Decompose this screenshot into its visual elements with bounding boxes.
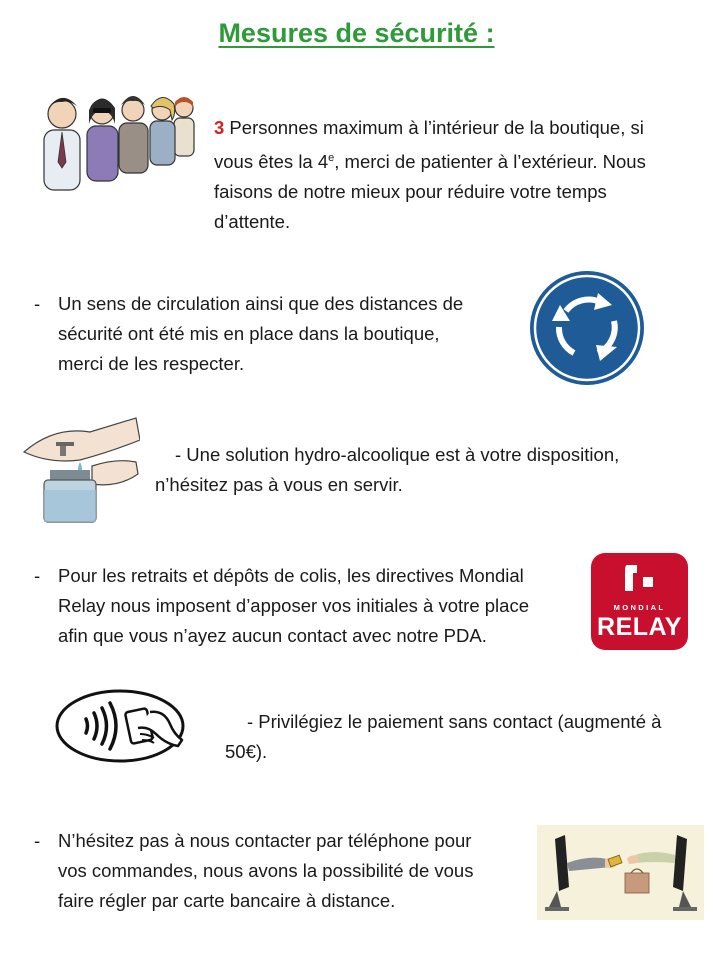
section1-text — [214, 113, 704, 237]
section4-bullet: - — [34, 565, 41, 586]
contactless-payment-icon — [54, 688, 188, 764]
section5-text — [225, 707, 705, 767]
section6-line2: vos commandes, nous avons la possibilité de vous — [58, 860, 474, 881]
section2-text — [58, 289, 498, 379]
section6-line1: N’hésitez pas à nous contacter par téléphone pour — [58, 830, 472, 851]
logo-small-text: MONDIAL — [613, 603, 666, 612]
section4-text — [58, 561, 568, 651]
section4-line2: Relay nous imposent d’apposer vos initiales à votre place — [58, 595, 529, 616]
mondial-relay-logo — [591, 553, 688, 650]
section3-line1: - Une solution hydro-alcoolique est à votre disposition, — [175, 444, 620, 465]
section4-line1: Pour les retraits et dépôts de colis, les directives Mondial — [58, 565, 524, 586]
section1-line2: vous êtes la 4e, merci de patienter à l’extérieur. Nous — [214, 151, 646, 173]
section3-line2: n’hésitez pas à vous en servir. — [155, 474, 403, 495]
roundabout-icon — [528, 269, 646, 387]
section5-line1: - Privilégiez le paiement sans contact (augmenté à — [247, 711, 662, 732]
highlight-number: 3 — [214, 117, 225, 138]
online-payment-illustration — [537, 825, 704, 920]
section1-line1: 3 Personnes maximum à l’intérieur de la boutique, si — [214, 117, 644, 138]
logo-big-text: RELAY — [597, 613, 682, 641]
section2-line3: merci de les respecter. — [58, 353, 245, 374]
section6-text — [58, 826, 528, 916]
person-5 — [174, 97, 194, 156]
section2-line1: Un sens de circulation ainsi que des distances de — [58, 293, 464, 314]
person-2 — [87, 98, 118, 181]
person-1 — [44, 98, 80, 190]
people-queue-illustration — [38, 88, 203, 193]
person-4 — [150, 97, 175, 165]
section1-line4: d’attente. — [214, 211, 291, 233]
section4-line3: afin que vous n’ayez aucun contact avec notre PDA. — [58, 625, 487, 646]
section2-line2: sécurité ont été mis en place dans la boutique, — [58, 323, 440, 344]
hand-sanitizer-illustration — [22, 410, 140, 525]
section6-bullet: - — [34, 830, 41, 851]
page-title: Mesures de sécurité : — [218, 18, 495, 48]
section6-line3: faire régler par carte bancaire à distance. — [58, 890, 396, 911]
section2-bullet: - — [34, 293, 41, 314]
section3-text — [155, 440, 695, 500]
section1-line3: faisons de notre mieux pour réduire votre temps — [214, 181, 607, 203]
section5-line2: 50€). — [225, 741, 268, 762]
person-3 — [119, 96, 148, 173]
